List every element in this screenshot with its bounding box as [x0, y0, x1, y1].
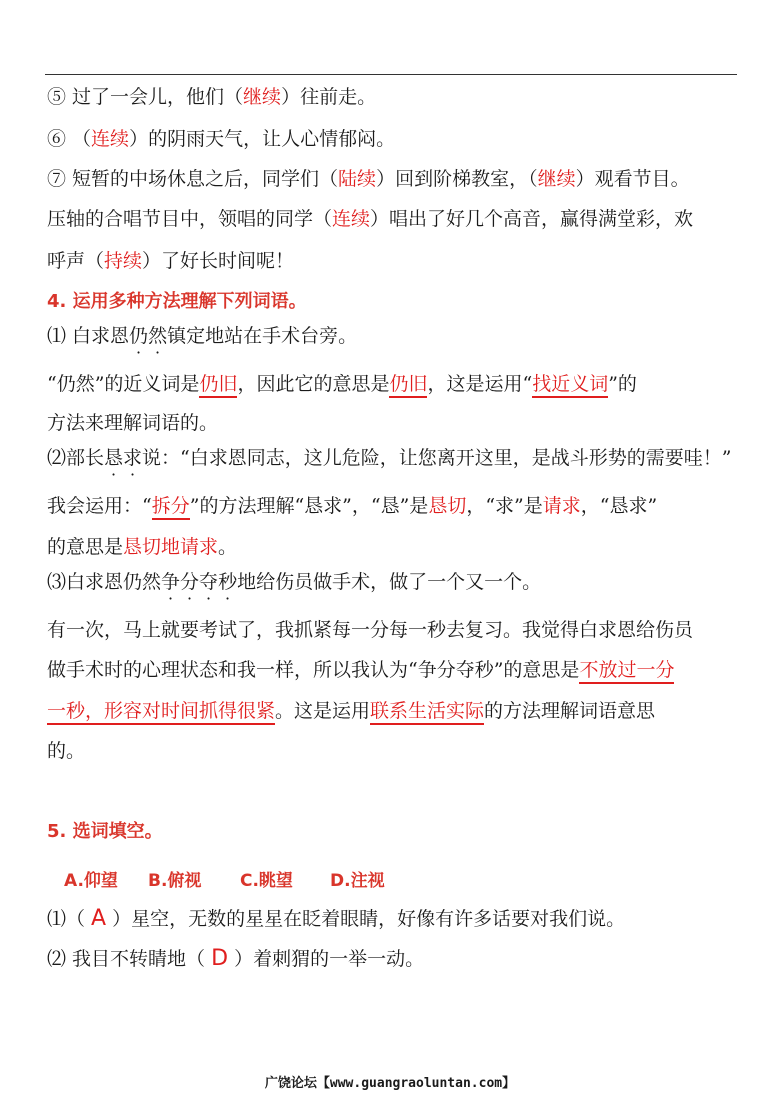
- q5-item-1: [47, 908, 625, 930]
- text: ）了好长时间呢！: [142, 250, 295, 272]
- text: “仍然”的近义词是: [47, 373, 200, 395]
- answer: 联系生活实际: [370, 700, 484, 725]
- line-6: [47, 130, 395, 149]
- text: 我会运用：“: [47, 495, 152, 517]
- answer: 持续: [104, 250, 143, 272]
- q4-answer-3c: [47, 702, 655, 721]
- text: ）观看节目。: [575, 168, 690, 190]
- answer: 陆续: [338, 168, 377, 190]
- text: ”的方法理解“恳求”，“恳”是: [189, 495, 429, 517]
- answer: 请求: [542, 495, 581, 517]
- q4-sentence-1: [47, 327, 357, 346]
- q4-answer-3d: 的。: [47, 740, 86, 762]
- q5-item-2: [47, 948, 424, 970]
- text: 镇定地站在手术台旁。: [167, 325, 358, 347]
- line-9: [47, 252, 294, 271]
- text: ）唱出了好几个高音，赢得满堂彩，欢: [370, 208, 694, 230]
- text: 。: [218, 536, 238, 558]
- dotted-char: 争: [161, 571, 181, 593]
- option-c: C.眺望: [240, 871, 293, 891]
- dotted-char: 恳: [104, 447, 124, 469]
- q4-answer-3b: [47, 661, 674, 680]
- section-5-title: 5. 选词填空。: [47, 821, 163, 842]
- text: ⑤ 过了一会儿，他们（: [47, 86, 244, 108]
- answer: 恳切地请求: [123, 536, 219, 558]
- answer: 恳切: [428, 495, 467, 517]
- q4-answer-1b: 方法来理解词语的。: [47, 412, 219, 434]
- text: ”的: [608, 373, 637, 395]
- section-4-title: 4. 运用多种方法理解下列词语。: [47, 291, 307, 312]
- answer: D: [211, 946, 229, 971]
- text: ⑴ 白求恩: [47, 325, 130, 347]
- text: ）回到阶梯教室，（: [376, 168, 538, 190]
- option-a: A.仰望: [64, 871, 118, 891]
- answer: 继续: [243, 86, 282, 108]
- text: ，因此它的意思是: [237, 373, 390, 395]
- answer: 找近义词: [532, 373, 608, 398]
- answer: A: [91, 906, 107, 931]
- text: ⑦ 短暂的中场休息之后，同学们（: [47, 168, 339, 190]
- dotted-char: 求: [123, 447, 143, 469]
- text: ，“求”是: [466, 495, 543, 517]
- option-b: B.俯视: [148, 871, 202, 891]
- text: ）的阴雨天气，让人心情郁闷。: [129, 128, 396, 150]
- text: 地给伤员做手术，做了一个又一个。: [237, 571, 542, 593]
- text: ）往前走。: [281, 86, 377, 108]
- text: 的意思是: [47, 536, 124, 558]
- text: ）着刺猬的一举一动。: [228, 948, 425, 970]
- dotted-char: 秒: [218, 571, 238, 593]
- q4-answer-2b: [47, 538, 237, 557]
- text: ⑴（: [47, 908, 92, 930]
- text: 说：“白求恩同志，这儿危险，让您离开这里，是战斗形势的需要哇！”: [142, 447, 732, 469]
- answer: 连续: [91, 128, 130, 150]
- text: 压轴的合唱节目中，领唱的同学（: [47, 208, 333, 230]
- text: 做手术时的心理状态和我一样，所以我认为“争分夺秒”的意思是: [47, 659, 580, 681]
- q4-answer-2: [47, 497, 657, 516]
- text: ⑶白求恩仍然: [47, 571, 162, 593]
- dotted-char: 分: [180, 571, 200, 593]
- answer: 拆分: [152, 495, 190, 520]
- text: ⑵ 我目不转睛地（: [47, 948, 212, 970]
- top-rule: [45, 74, 737, 75]
- line-5: [47, 88, 376, 107]
- text: 的方法理解词语意思: [484, 700, 656, 722]
- line-7: [47, 170, 690, 189]
- answer: 仍旧: [389, 373, 427, 398]
- q4-answer-1: [47, 375, 637, 394]
- text: ，这是运用“: [427, 373, 533, 395]
- text: 呼声（: [47, 250, 105, 272]
- q4-sentence-2: [47, 449, 731, 468]
- text: 。这是运用: [275, 700, 371, 722]
- q4-answer-3a: 有一次，马上就要考试了，我抓紧每一分每一秒去复习。我觉得白求恩给伤员: [47, 619, 694, 641]
- line-8: [47, 210, 693, 229]
- text: ，“恳求”: [580, 495, 658, 517]
- answer: 一秒，形容对时间抓得很紧: [47, 700, 275, 725]
- option-d: D.注视: [330, 871, 385, 891]
- q4-sentence-3: [47, 573, 541, 592]
- text: ）星空，无数的星星在眨着眼睛，好像有许多话要对我们说。: [106, 908, 626, 930]
- dotted-char: 然: [148, 325, 168, 347]
- answer: 继续: [537, 168, 576, 190]
- answer: 不放过一分: [579, 659, 674, 684]
- footer: 广饶论坛【www.guangraoluntan.com】: [264, 1076, 516, 1091]
- text: ⑥ （: [47, 128, 92, 150]
- dotted-char: 夺: [199, 571, 219, 593]
- answer: 连续: [332, 208, 371, 230]
- dotted-char: 仍: [129, 325, 149, 347]
- text: ⑵部长: [47, 447, 105, 469]
- answer: 仍旧: [199, 373, 237, 398]
